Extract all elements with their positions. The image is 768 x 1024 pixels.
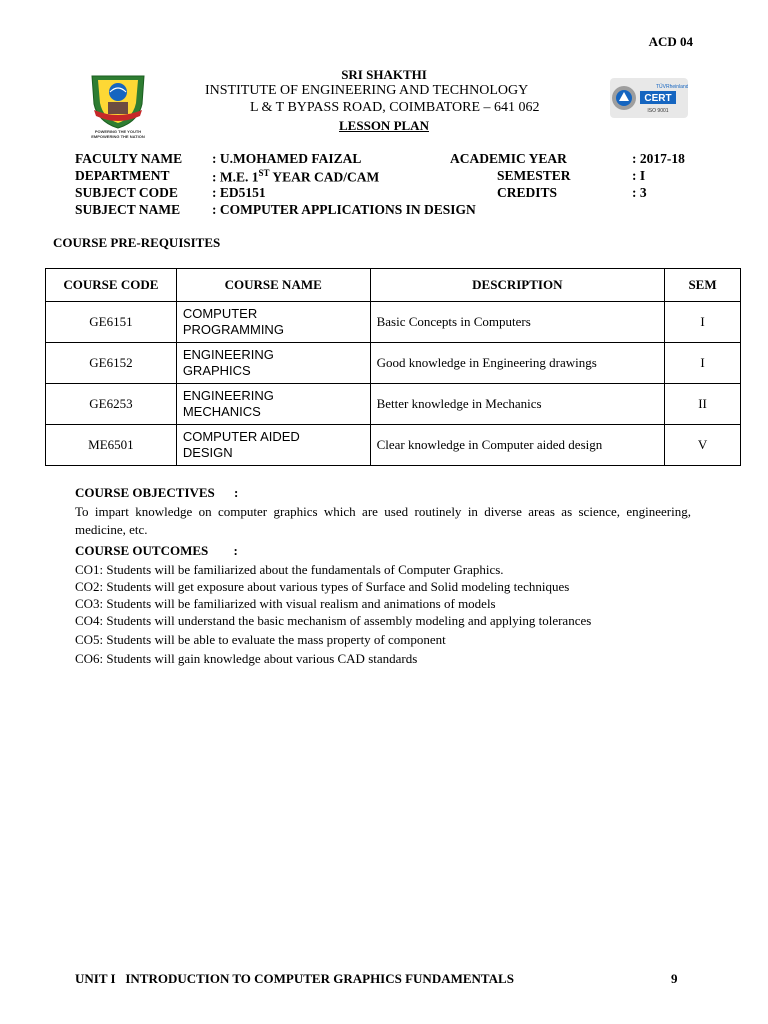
department-value: : M.E. 1ST YEAR CAD/CAM xyxy=(212,168,380,185)
semester-value: : I xyxy=(632,168,646,183)
document-reference: ACD 04 xyxy=(648,34,693,49)
course-name-cell: ENGINEERING MECHANICS xyxy=(176,384,370,425)
table-row xyxy=(46,384,741,425)
unit-title: UNIT I INTRODUCTION TO COMPUTER GRAPHICS FUNDAMENTALS xyxy=(75,971,514,986)
faculty-label: FACULTY NAME xyxy=(75,151,183,166)
course-code-cell: ME6501 xyxy=(46,425,177,466)
sem-cell: I xyxy=(665,302,741,343)
document-title: LESSON PLAN xyxy=(339,118,429,133)
institute-address: L & T BYPASS ROAD, COIMBATORE – 641 062 xyxy=(250,100,540,115)
course-code-cell: GE6151 xyxy=(46,302,177,343)
column-header: DESCRIPTION xyxy=(370,269,664,302)
course-name-cell: COMPUTER AIDED DESIGN xyxy=(176,425,370,466)
semester-label: SEMESTER xyxy=(497,168,571,183)
outcome-item: CO3: Students will be familiarized with visual realism and animations of models xyxy=(75,596,496,611)
course-code-cell: GE6152 xyxy=(46,343,177,384)
svg-text:ISO 9001: ISO 9001 xyxy=(647,108,669,114)
subject-code-label: SUBJECT CODE xyxy=(75,185,178,200)
outcome-item: CO2: Students will get exposure about various types of Surface and Solid modeling techniques xyxy=(75,579,570,594)
description-cell: Clear knowledge in Computer aided design xyxy=(370,425,664,466)
academic-year-label: ACADEMIC YEAR xyxy=(450,151,567,166)
svg-text:EMPOWERING THE NATION: EMPOWERING THE NATION xyxy=(91,134,145,139)
sem-cell: I xyxy=(665,343,741,384)
description-cell: Better knowledge in Mechanics xyxy=(370,384,664,425)
unit-hours: 9 xyxy=(671,971,678,986)
column-header: COURSE NAME xyxy=(176,269,370,302)
institute-name-line2: INSTITUTE OF ENGINEERING AND TECHNOLOGY xyxy=(205,83,529,98)
table-row xyxy=(46,302,741,343)
outcome-item: CO5: Students will be able to evaluate the mass property of component xyxy=(75,632,446,647)
svg-text:CERT: CERT xyxy=(644,93,672,104)
faculty-value: : U.MOHAMED FAIZAL xyxy=(212,151,362,166)
outcome-item: CO4: Students will understand the basic mechanism of assembly modeling and applying tolerances xyxy=(75,613,592,628)
objectives-text: To impart knowledge on computer graphics which are used routinely in diverse areas as science, engineering, medicine, etc. xyxy=(75,504,691,537)
svg-text:TÜVRheinland: TÜVRheinland xyxy=(656,84,688,90)
column-header: COURSE CODE xyxy=(46,269,177,302)
subject-name-label: SUBJECT NAME xyxy=(75,202,181,217)
subject-name-value: : COMPUTER APPLICATIONS IN DESIGN xyxy=(212,202,476,217)
table-header-row xyxy=(46,269,741,302)
sem-cell: V xyxy=(665,425,741,466)
prerequisites-heading: COURSE PRE-REQUISITES xyxy=(53,235,221,250)
institute-name-line1: SRI SHAKTHI xyxy=(341,67,427,82)
outcome-item: CO1: Students will be familiarized about the fundamentals of Computer Graphics. xyxy=(75,562,504,577)
department-label: DEPARTMENT xyxy=(75,168,170,183)
prerequisites-table xyxy=(45,268,741,466)
course-code-cell: GE6253 xyxy=(46,384,177,425)
credits-label: CREDITS xyxy=(497,185,558,200)
objectives-heading: COURSE OBJECTIVES : xyxy=(75,485,239,500)
outcome-item: CO6: Students will gain knowledge about various CAD standards xyxy=(75,651,418,666)
table-row xyxy=(46,425,741,466)
iso-cert-logo xyxy=(610,78,688,118)
outcomes-heading: COURSE OUTCOMES : xyxy=(75,543,238,558)
course-name-cell: COMPUTER PROGRAMMING xyxy=(176,302,370,343)
course-name-cell: ENGINEERING GRAPHICS xyxy=(176,343,370,384)
column-header: SEM xyxy=(665,269,741,302)
credits-value: : 3 xyxy=(632,185,647,200)
description-cell: Basic Concepts in Computers xyxy=(370,302,664,343)
table-row xyxy=(46,343,741,384)
subject-code-value: : ED5151 xyxy=(212,185,266,200)
academic-year-value: : 2017-18 xyxy=(632,151,685,166)
sem-cell: II xyxy=(665,384,741,425)
description-cell: Good knowledge in Engineering drawings xyxy=(370,343,664,384)
svg-text:POWERING THE YOUTH: POWERING THE YOUTH xyxy=(94,129,142,134)
